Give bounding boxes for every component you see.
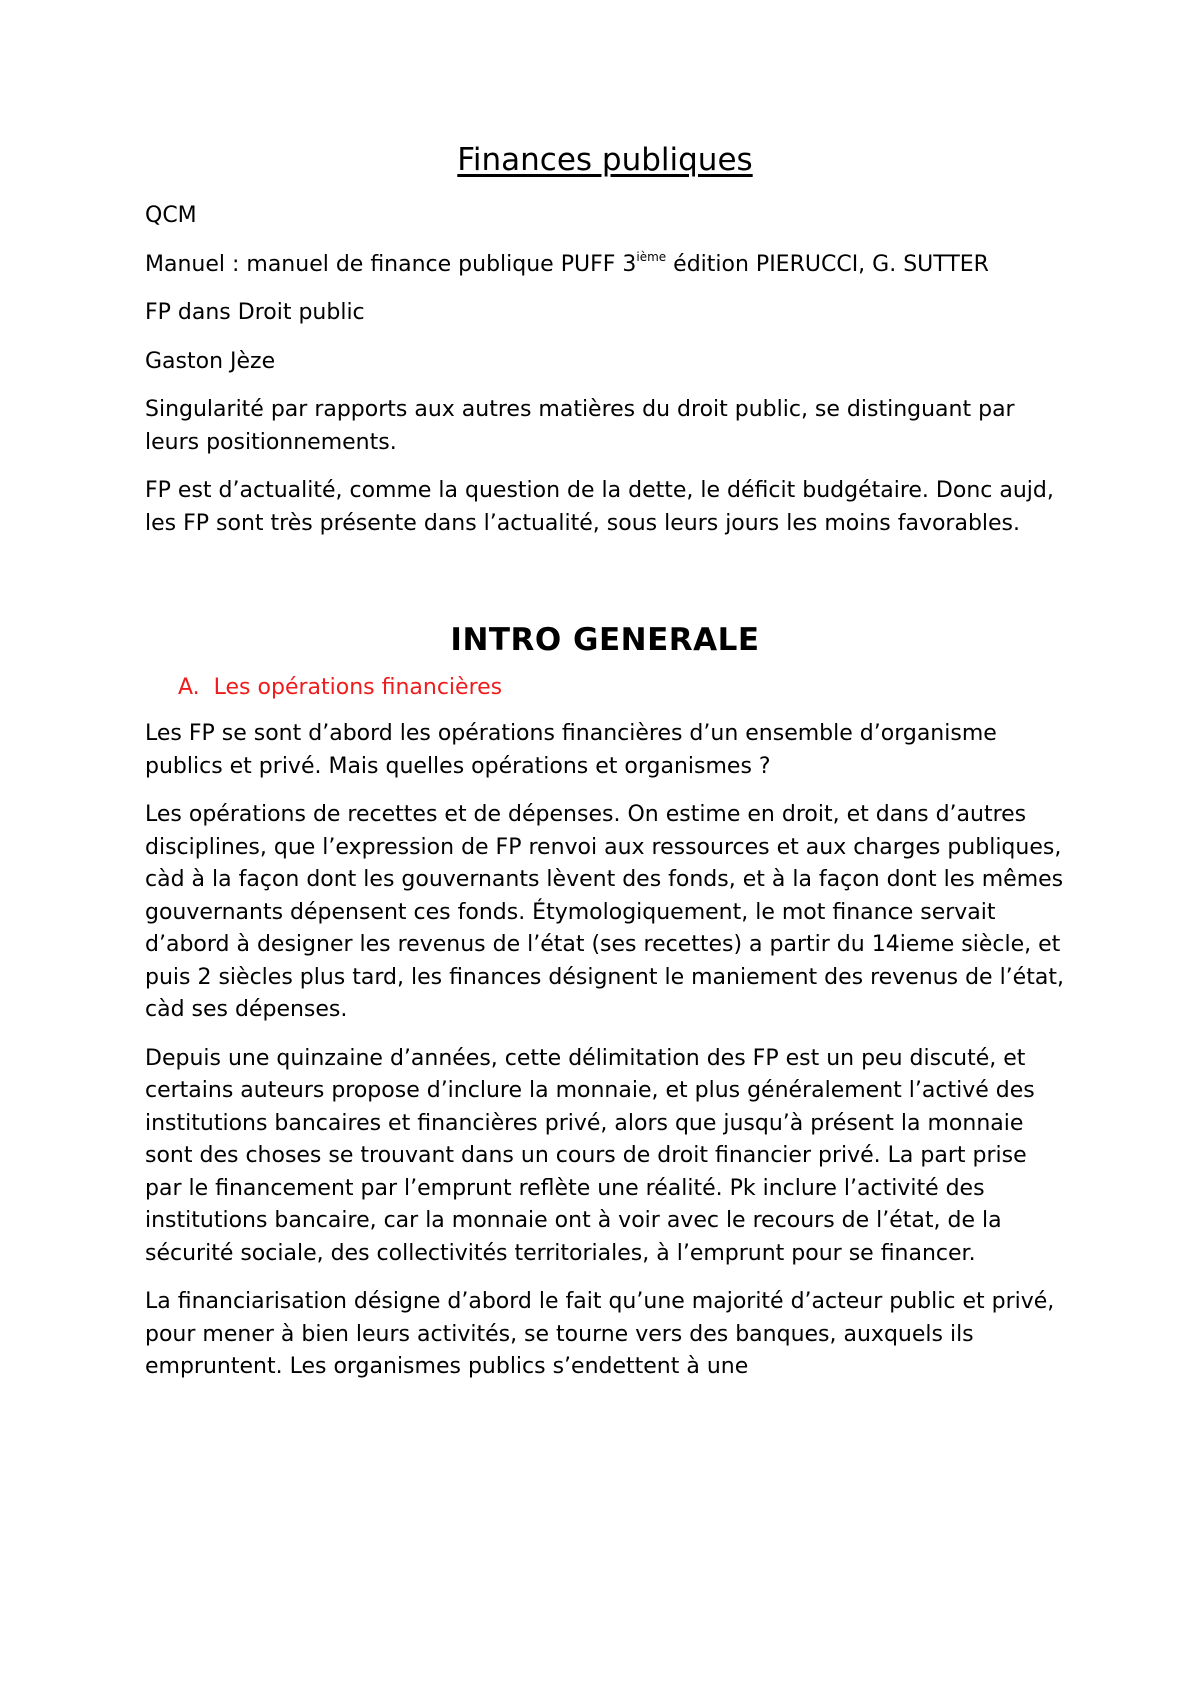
paragraph-gaston: Gaston Jèze [145, 348, 276, 374]
paragraph-ops-intro: Les FP se sont d’abord les opérations financières d’un ensemble d’organisme publics et privé. Mais quelles opérations et organismes ? [145, 721, 997, 779]
paragraph-quinzaine: Depuis une quinzaine d’années, cette délimitation des FP est un peu discuté, et certains auteurs propose d’inclure la monnaie, et plus généralement l’activé des institutions bancaires et financières privé, alors que jusqu’à présent la monnaie sont des choses se trouvant dans un cours de droit financier privé. La part prise par le financement par l’emprunt reflète une réalité. Pk inclure l’activité des institutions bancaire, car la monnaie ont à voir avec le recours de l’état, de la sécurité sociale, des collectivités territoriales, à l’emprunt pour se financer. [145, 1045, 1035, 1266]
paragraph-singularite: Singularité par rapports aux autres matières du droit public, se distinguant par leurs positionnements. [145, 397, 1015, 455]
document-title: Finances publiques [457, 142, 753, 178]
intro-heading: INTRO GENERALE [450, 622, 760, 658]
blank-space [145, 556, 1065, 620]
manuel-text-before: Manuel : manuel de finance publique PUFF 3 [145, 251, 637, 277]
paragraph-actualite: FP est d’actualité, comme la question de la dette, le déficit budgétaire. Donc aujd, les FP sont très présente dans l’actualité, sous leurs jours les moins favorables. [145, 478, 1054, 536]
paragraph-manuel [145, 249, 1065, 282]
section-a-marker: A. [178, 675, 200, 700]
paragraph-financiarisation: La financiarisation désigne d’abord le fait qu’une majorité d’acteur public et privé, pour mener à bien leurs activités, se tourne vers des banques, auxquels ils empruntent. Les organismes publics s’endettent à une [145, 1289, 1055, 1379]
manuel-text-after: édition PIERUCCI, G. SUTTER [666, 251, 989, 277]
section-a-title: Les opérations financières [213, 675, 503, 700]
paragraph-fp-droit: FP dans Droit public [145, 300, 365, 325]
paragraph-qcm: QCM [145, 203, 197, 228]
section-a-heading [145, 672, 1065, 704]
paragraph-recettes: Les opérations de recettes et de dépenses. On estime en droit, et dans d’autres disciplines, que l’expression de FP renvoi aux ressources et aux charges publiques, càd à la façon dont les gouvernants lèvent des fonds, et à la façon dont les mêmes gouvernants dépensent ces fonds. Étymologiquement, le mot finance servait d’abord à designer les revenus de l’état (ses recettes) a partir du 14ieme siècle, et puis 2 siècles plus tard, les finances désignent le maniement des revenus de l’état, càd ses dépenses. [145, 802, 1064, 1022]
manuel-superscript: ième [636, 249, 667, 264]
document-body [145, 200, 1065, 1400]
